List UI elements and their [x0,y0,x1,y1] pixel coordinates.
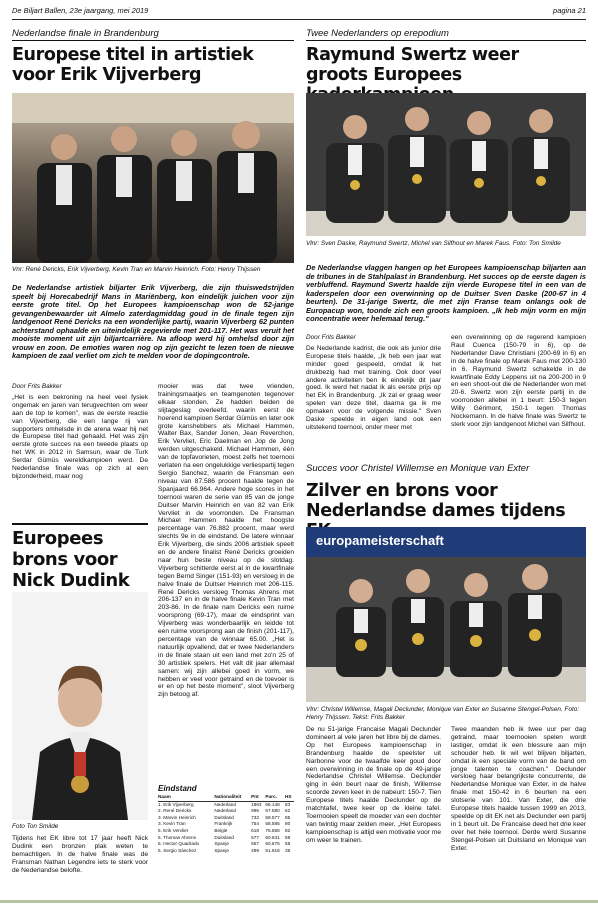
standings-cell: 3. Marvin Heinrich [158,814,196,820]
standings-header-cell: Pnt [251,794,265,801]
body-swertz-col1 [306,334,441,432]
standings-row [158,848,294,855]
standings-cell: Duitsland [214,814,234,820]
body-swertz-col2 [451,334,586,429]
kicker-swertz: Twee Nederlanders op erepodium [306,28,586,41]
standings-cell: 5. Sergio Sánchez [158,847,197,853]
body-artistiek-col2 [158,383,294,699]
headline-dames: Zilver en brons voor Nederlandse dames tijdens [306,481,566,521]
author-swertz: Door Frits Bakker [306,334,356,341]
standings-cell: 75.555 [265,827,280,833]
standings-cell: 58 [285,834,291,840]
standings-row [158,828,294,835]
body-paragraph: De nu 51-jarige Francaise Magali Declunder domineert al vele jaren het libre bij de dames. Op het Europees kampioenschap in Brandenburg haalde de speelster uit Narbonne voor de twaalfde keer goud door een overwinning in de finale op de 49-jarige Nederlandse Christel Willemse. Declunder ging in één beurt naar de finish, Willemse scoorde zeven keer in de nabeurt: 150-7. Tien Europese titels haalde Declunder op de matchtafel, twee keer op de kleine tafel. Toernooien speelt de moeder van een dochter van twintig maar zelden meer. „Het Europees kampioenschap is altijd een motivatie voor me om weer te trainen. [306,726,441,844]
standings-cell: 66.148 [265,801,280,807]
standings-cell: 80 [285,821,291,827]
photo-swertz-podium [306,93,586,236]
standings-cell: 3. Kevin Tran [158,821,186,827]
photo-artistiek-players [12,93,294,263]
dames-photo-illustration [306,527,586,702]
author-artistiek: Door Frits Bakker [12,383,62,390]
standings-header-cell: Parc. [265,794,285,801]
body-dudink: Tijdens het EK libre tot 17 jaar heeft Nick Dudink een bronzen plak weten te bemachtigen. In de halve finale was de Fransman Nathan Legendre iets te sterk voor de Nederlandse belofte. [12,835,148,874]
standings-cell: 754 [251,821,259,827]
podium-photo-illustration [306,93,586,236]
standings-cell: 58 [285,841,291,847]
standings-cell: 35 [285,847,291,853]
standings-cell: België [214,827,228,833]
standings-cell: 2. René Dericks [158,808,192,814]
lead-artistiek: De Nederlandse artistiek biljarter Erik Vijverberg, die zijn thuiswedstrijden speelt bij Horecabedrijf Mans in Mariënberg, kon eindelijk juichen voor zijn eerste grote titel. Op het Europees kampioenschap won de 52-jarige gevangenbewaarder uit Almelo zaterdagmiddag goud in de finale tegen zijn landgenoot René Dericks na een wonderlijke partij, waarin Vijverberg 62 punten achterstand ophaalde en uiteindelijk zegevierde met 201-117. Het was veruit het mooiste moment uit zijn biljartcarrière. Na afloop werd hij omhelsd door zijn vrouw en zoon. De emoties waren nog op zijn gezicht te lezen toen de nieuwe kampioen de zaal verliet om zich te melden voor de dopingcontrole. [12,283,294,360]
body-paragraph: Twee maanden heb ik twee uur per dag getraind, maar toernooien spelen wordt lastiger, omdat ik een blessure aan mijn schouder heb. Ik wil wel blijven biljarten, omdat ik een speciale vorm van de band om jonge talenten te coachen." Declunder versloeg haar belangrijkste concurrente, de Nederlandse Monique van Exter, in de halve finale met 150-42 in 6 beurten na een slotserie van 101. Van Exter, die drie Europese titels haalde tussen 1999 en 2013, speelde op dit EK net als Declunder een partij in 1 beurt uit. De Francaise deed het drie keer over het hele toernooi. Derde werd Susanne Stengel-Polsen uit Duitsland en Monique van Exter. [451,726,586,852]
bottom-rule [0,900,598,903]
standings-header-cell: HS [285,794,294,801]
kicker-artistiek: Nederlandse finale in Brandenburg [12,28,294,41]
caption-swertz: Vlnr: Sven Daske, Raymund Swertz, Michel van Silfhout en Marek Faus. Foto: Ton Smilde [306,240,561,247]
standings-cell: 85 [285,814,291,820]
standings-body [158,801,294,854]
body-paragraph: De Nederlande kadrist, die ook als junior drie Europese titels haalde, „Ik heb een jaar wat minder goed gespeeld, omdat ik het drukbezig had met training. Ook door veel andere activiteiten ben ik eindelijk dit jaar goed. Ik werd het nadat ik als eerste prijs op het EK in Brandenburg. „Ik zal er graag weer spelen van deze titel, daarna ga ik me opmaken voor de volgende missie." Sven Daske speelde in eigen land ook een uitstekend toernooi, onder meer met [306,344,441,431]
body-dames-col2 [451,726,586,853]
body-dames-col1 [306,726,441,845]
standings-row [158,801,294,808]
standings-row [158,841,294,848]
standings-cell: 67.580 [265,808,280,814]
standings-cell: 83 [285,801,291,807]
photo-dames-podium [306,527,586,702]
headline-artistiek: Europese titel in artistiek voor Erik Vijverberg [12,45,254,85]
standings-header-cell: Nationaliteit [214,794,251,801]
standings-row [158,821,294,828]
page-header [12,6,586,20]
caption-artistiek: Vnr: René Dericks, Erik Vijverberg, Kevin Tran en Marvin Heinrich. Foto: Henry Thijssen [12,266,261,273]
standings-row [158,815,294,822]
standings-cell: Nederland [214,801,237,807]
kicker-dames: Succes voor Christel Willemse en Monique van Exter [306,463,530,474]
headline-swertz: Raymund Swertz weer groots Europees [306,45,519,85]
photo-nick-dudink [12,592,148,820]
standings-cell: 1863 [251,801,262,807]
standings-cell: 996 [251,808,259,814]
publication-line: De Biljart Ballen, 23e jaargang, mei 2019 [12,6,149,15]
players-photo-illustration [12,93,294,263]
divider-dudink [12,523,148,525]
caption-dudink: Foto Ton Smilde [12,823,59,830]
standings-row [158,835,294,842]
body-artistiek-col1 [12,383,148,481]
standings-cell: 51.915 [265,847,280,853]
standings-cell: Spanje [214,847,229,853]
standings-cell: 58.585 [265,821,280,827]
standings-cell: 5. Erik Vervliet [158,827,188,833]
standings-row [158,808,294,815]
standings-header-row [158,794,294,801]
headline-dudink: Europees brons voor Nick Dudink [12,528,130,591]
standings-cell: 499 [251,847,259,853]
standings-cell: 60.631 [265,834,280,840]
body-paragraph: „Het is een bekroning na heel veel fysiek ongemak en jaren van terugvechten om weer aan de top te komen", was de eerste reactie van Vijverberg, die een lange rij van supporters omhelsde in de arena waar hij net de Europese titel had gehaald. Het was zijn eerste grote succes na een tweede plaats op het WK in 2012 in Samsun, waar de Turk Serdar Gümüs wereldkampioen werd. De Nederlandse finale was op zich al een bijzonderheid, maar nog [12,393,148,480]
body-paragraph: mooier was dat twee vrienden, trainingsmaatjes en teamgenoten tegenover elkaar stonden. Ze hadden beiden de slijtageslag overleefd, waarin eerst de hoerend kampioen Serdar Gümüs en later ook grote kanshebbers als Michael Hammen, Walter Bax, Sander Jonen, Jean Reverchon, Erik Vervliet, Eric Daelman en Jop de Jong werden uitgeschakeld. Michael Hammen, één van de topfavorieten, moest zelfs het toernooi verlaten na een ongelukkige verliespartij tegen Sergio Sanchez, waarin de Fransman een niveau van 87.586 procent haalde tegen de Spanjaard 66.964. Andere hoge scores in het toernooi waren de serie van 85 van de jonge Duitser Marvin Heinrich en van 82 van Erik Vervliet in de voorronden. De Fransman Michael Hammen haalde het hoogste percentage van 76.882 procent, maar werd slechts 9e in de eindstand. De latere winnaar Erik Vijverberg, die sinds 2006 artistiek speelt en de andere finalist René Dericks groeiden naar hun beste niveau op de slotdag. Vijverberg schitterde eerst al in de kwartfinale tegen Bernd Singer (151-93) en versloeg in de halve finale de Duitser Heinrich met 206-115. René Dericks versloeg Thomas Ahrens met 206-137 en in de halve finale Kevin Tran met 203-86. In de finale nam Dericks een ruime voorsprong (69-17), maar de eindsprint van Vijverberg was wonderbaarlijk en leidde tot een ruime voorsprong aan de finish (201-117), percentage van de winnaar 65.00. „Het is natuurlijk opvallend, dat er twee Nederlanders in de finale staan uit een land met zo'n 25 of 30 artistiek spelers. Het valt dit jaar allemaal samen: wij zijn allebei goed in vorm, we hebben er veel voor getraind en de toevoer is er en op het beste moment", sloot Vijverberg zijn betoog af. [158,383,294,699]
standings-box [158,784,294,854]
standings-cell: 557 [251,841,259,847]
standings-cell: 618 [251,827,259,833]
standings-cell: 82 [285,827,291,833]
standings-title: Eindstand [158,784,197,793]
standings-cell: 577 [251,834,259,840]
body-paragraph: een overwinning op de regerend kampioen Raul Cuenca (150-79 in 6), op de Nederlander Dave Christiani (200-69 in 6) en in de halve finale op Marek Faus met 200-130 in 6. Raymund Swertz schakelde in de kwartfinale Eddy Leppens uit na 200-200 in 9 en een shoot-out die de Nederlander won met 20-6. Swertz won zijn eerste partij in de voorronden allebei in 1 beurt: 150-3 tegen Willy Gérimont, 150-1 tegen Thomas Nockemann. In de halve finale was Swertz te sterk voor zijn landgenoot Michel van Silfhout. [451,334,586,428]
standings-cell: 1. Erik Vijverberg [158,801,194,807]
caption-dames: Vlnr: Christel Willemse, Magali Declunder, Monique van Exter en Susanne Stengel-Polsen. Foto: Henry Thijssen. Tekst: Frits Bakker [306,706,580,721]
standings-header-cell: Naam [158,794,214,801]
standings-cell: Duitsland [214,834,234,840]
standings-cell: Nederland [214,808,237,814]
standings-cell: 5. Hector Quadrado [158,841,200,847]
standings-cell: Frankrijk [214,821,233,827]
standings-cell: 60.675 [265,841,280,847]
standings-cell: 62 [285,808,291,814]
standings-cell: 59.577 [265,814,280,820]
banner-text: europameisterschaft [316,533,444,548]
standings-table [158,794,294,854]
dudink-portrait-illustration [12,592,148,820]
page-number: pagina 21 [553,6,586,15]
lead-swertz: De Nederlandse vlaggen hangen op het Europees kampioenschap biljarten aan de tribunes in de Stahlpalast in Brandenburg. Het succes op de eerste dagen is verbluffend. Raymund Swertz haalde zijn vierde Europese titel in een van de kaderspelen door een overwinning op de Duitser Sven Daske (200-67 in 4 beurten). De 31-jarige Swertz, die met zijn Franse team onlangs ook de Europacup won, toonde zich een groots kampioen. „Ik heb mijn vorm en mijn concentratie weer helemaal terug." [306,263,586,323]
standings-cell: 5. Thomas Ahrens [158,834,196,840]
standings-cell: 732 [251,814,259,820]
standings-cell: Spanje [214,841,229,847]
